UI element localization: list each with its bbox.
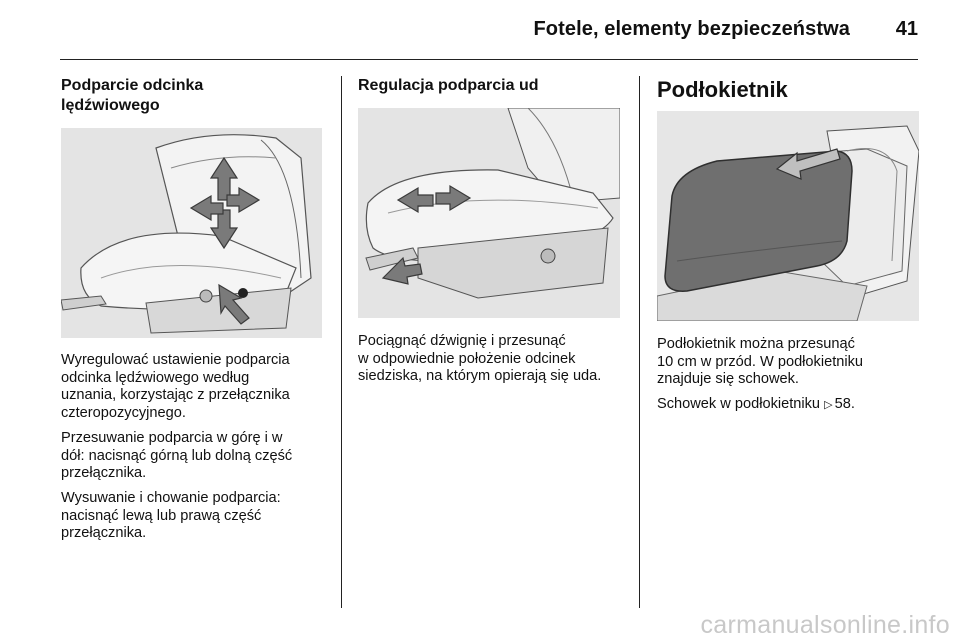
paragraph: [61, 490, 331, 543]
page-header-title: Fotele, elementy bezpieczeństwa: [533, 18, 850, 40]
text-line: przełącznika.: [61, 465, 147, 482]
text-line: Pociągnąć dźwignię i przesunąć: [358, 333, 566, 349]
text-line: dół: nacisnąć górną lub dolną część: [61, 447, 293, 464]
paragraph: [657, 336, 927, 389]
text-line: Wysuwanie i chowanie podparcia:: [61, 490, 281, 506]
cross-reference-text: Schowek w podłokietniku: [657, 396, 821, 412]
cross-reference: [657, 396, 927, 415]
lumbar-support-seat-illustration: [61, 128, 322, 338]
text-line: Wyregulować ustawienie podparcia: [61, 352, 290, 368]
text-line: odcinka lędźwiowego według: [61, 369, 250, 386]
section-heading-line: lędźwiowego: [61, 97, 160, 114]
paragraph: [61, 430, 331, 483]
section-heading-armrest: Podłokietnik: [657, 77, 788, 102]
paragraph: [358, 333, 633, 386]
text-line: przełącznika.: [61, 525, 147, 542]
text-line: 10 cm w przód. W podłokietniku: [657, 353, 864, 370]
column-divider: [341, 76, 342, 608]
section-lumbar-support: [61, 76, 327, 116]
paragraph: [61, 352, 331, 422]
text-line: nacisnąć lewą lub prawą część: [61, 507, 262, 524]
watermark: carmanualsonline.info: [700, 611, 950, 639]
section-heading-line: Podparcie odcinka: [61, 77, 204, 94]
section-heading-lumbar: [61, 76, 327, 116]
text-line: czteropozycyjnego.: [61, 404, 186, 421]
text-line: Przesuwanie podparcia w górę i w: [61, 430, 283, 446]
text-line: siedziska, na którym opierają się uda.: [358, 368, 602, 385]
section-armrest: [657, 76, 919, 104]
thigh-support-seat-illustration: [358, 108, 620, 318]
page-number: 41: [895, 18, 918, 40]
text-line: uznania, korzystając z przełącznika: [61, 387, 290, 404]
page-ref-icon[interactable]: [824, 396, 834, 412]
section-thigh-support: [358, 76, 628, 96]
text-line: w odpowiednie położenie odcinek: [358, 350, 576, 367]
column-divider: [639, 76, 640, 608]
section-heading-thigh: Regulacja podparcia ud: [358, 77, 539, 94]
armrest-illustration: [657, 111, 919, 321]
text-line: znajduje się schowek.: [657, 371, 799, 388]
header-divider: [60, 59, 918, 60]
cross-reference-page[interactable]: 58.: [834, 396, 855, 412]
text-line: Podłokietnik można przesunąć: [657, 336, 855, 352]
